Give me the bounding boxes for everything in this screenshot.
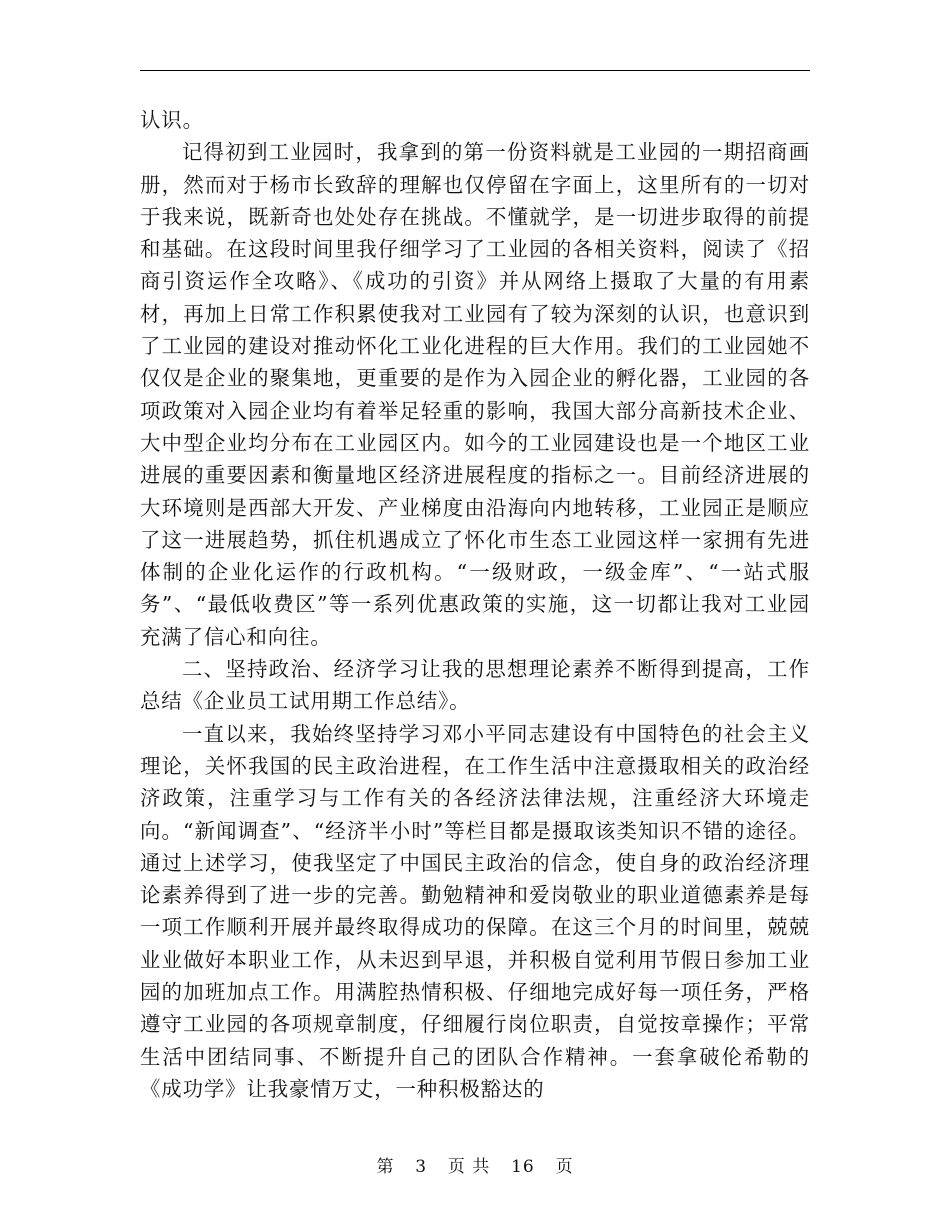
paragraph: 认识。	[140, 108, 204, 132]
current-page-number: 3	[415, 1157, 428, 1177]
paragraph: 一直以来，我始终坚持学习邓小平同志建设有中国特色的社会主义理论，关怀我国的民主政治进程，在工作生活中注意摄取相关的政治经济政策，注重学习与工作有关的各经济法律法规，注重经济大环境走向。“新闻调查”、“经济半小时”等栏目都是摄取该类知识不错的途径。通过上述学习，使我坚定了中国民主政治的信念，使自身的政治经济理论素养得到了进一步的完善。勤勉精神和爱岗敬业的职业道德素养是每一项工作顺利开展并最终取得成功的保障。在这三个月的时间里，兢兢业业做好本职业工作，从未迟到早退，并积极自觉利用节假日参加工业园的加班加点工作。用满腔热情积极、仔细地完成好每一项任务，严格遵守工业园的各项规章制度，仔细履行岗位职责，自觉按章操作；平常生活中团结同事、不断提升自己的团队合作精神。一套拿破伦希勒的《成功学》让我豪情万丈，一种积极豁达的	[140, 721, 810, 1101]
header-rule	[140, 70, 810, 71]
total-pages-number: 16	[511, 1157, 535, 1177]
document-body	[140, 104, 810, 1105]
page-label-suffix: 页	[555, 1157, 574, 1177]
paragraph: 记得初到工业园时，我拿到的第一份资料就是工业园的一期招商画册，然而对于杨市长致辞的理解也仅停留在字面上，这里所有的一切对于我来说，既新奇也处处存在挑战。不懂就学，是一切进步取得的前提和基础。在这段时间里我仔细学习了工业园的各相关资料，阅读了《招商引资运作全攻略》、《成功的引资》并从网络上摄取了大量的有用素材，再加上日常工作积累使我对工业园有了较为深刻的认识，也意识到了工业园的建设对推动怀化工业化进程的巨大作用。我们的工业园她不仅仅是企业的聚集地，更重要的是作为入园企业的孵化器，工业园的各项政策对入园企业均有着举足轻重的影响，我国大部分高新技术企业、大中型企业均分布在工业园区内。如今的工业园建设也是一个地区工业进展的重要因素和衡量地区经济进展程度的指标之一。目前经济进展的大环境则是西部大开发、产业梯度由沿海向内地转移，工业园正是顺应了这一进展趋势，抓住机遇成立了怀化市生态工业园这样一家拥有先进体制的企业化运作的行政机构。“一级财政，一级金库”、“一站式服务”、“最低收费区”等一系列优惠政策的实施，这一切都让我对工业园充满了信心和向往。	[140, 140, 810, 649]
paragraph: 二、坚持政治、经济学习让我的思想理论素养不断得到提高，工作总结《企业员工试用期工作总结》。	[140, 657, 810, 714]
page-label-prefix: 第	[376, 1157, 395, 1177]
page-label-mid: 页 共	[447, 1157, 491, 1177]
page-number-footer	[0, 1152, 950, 1177]
